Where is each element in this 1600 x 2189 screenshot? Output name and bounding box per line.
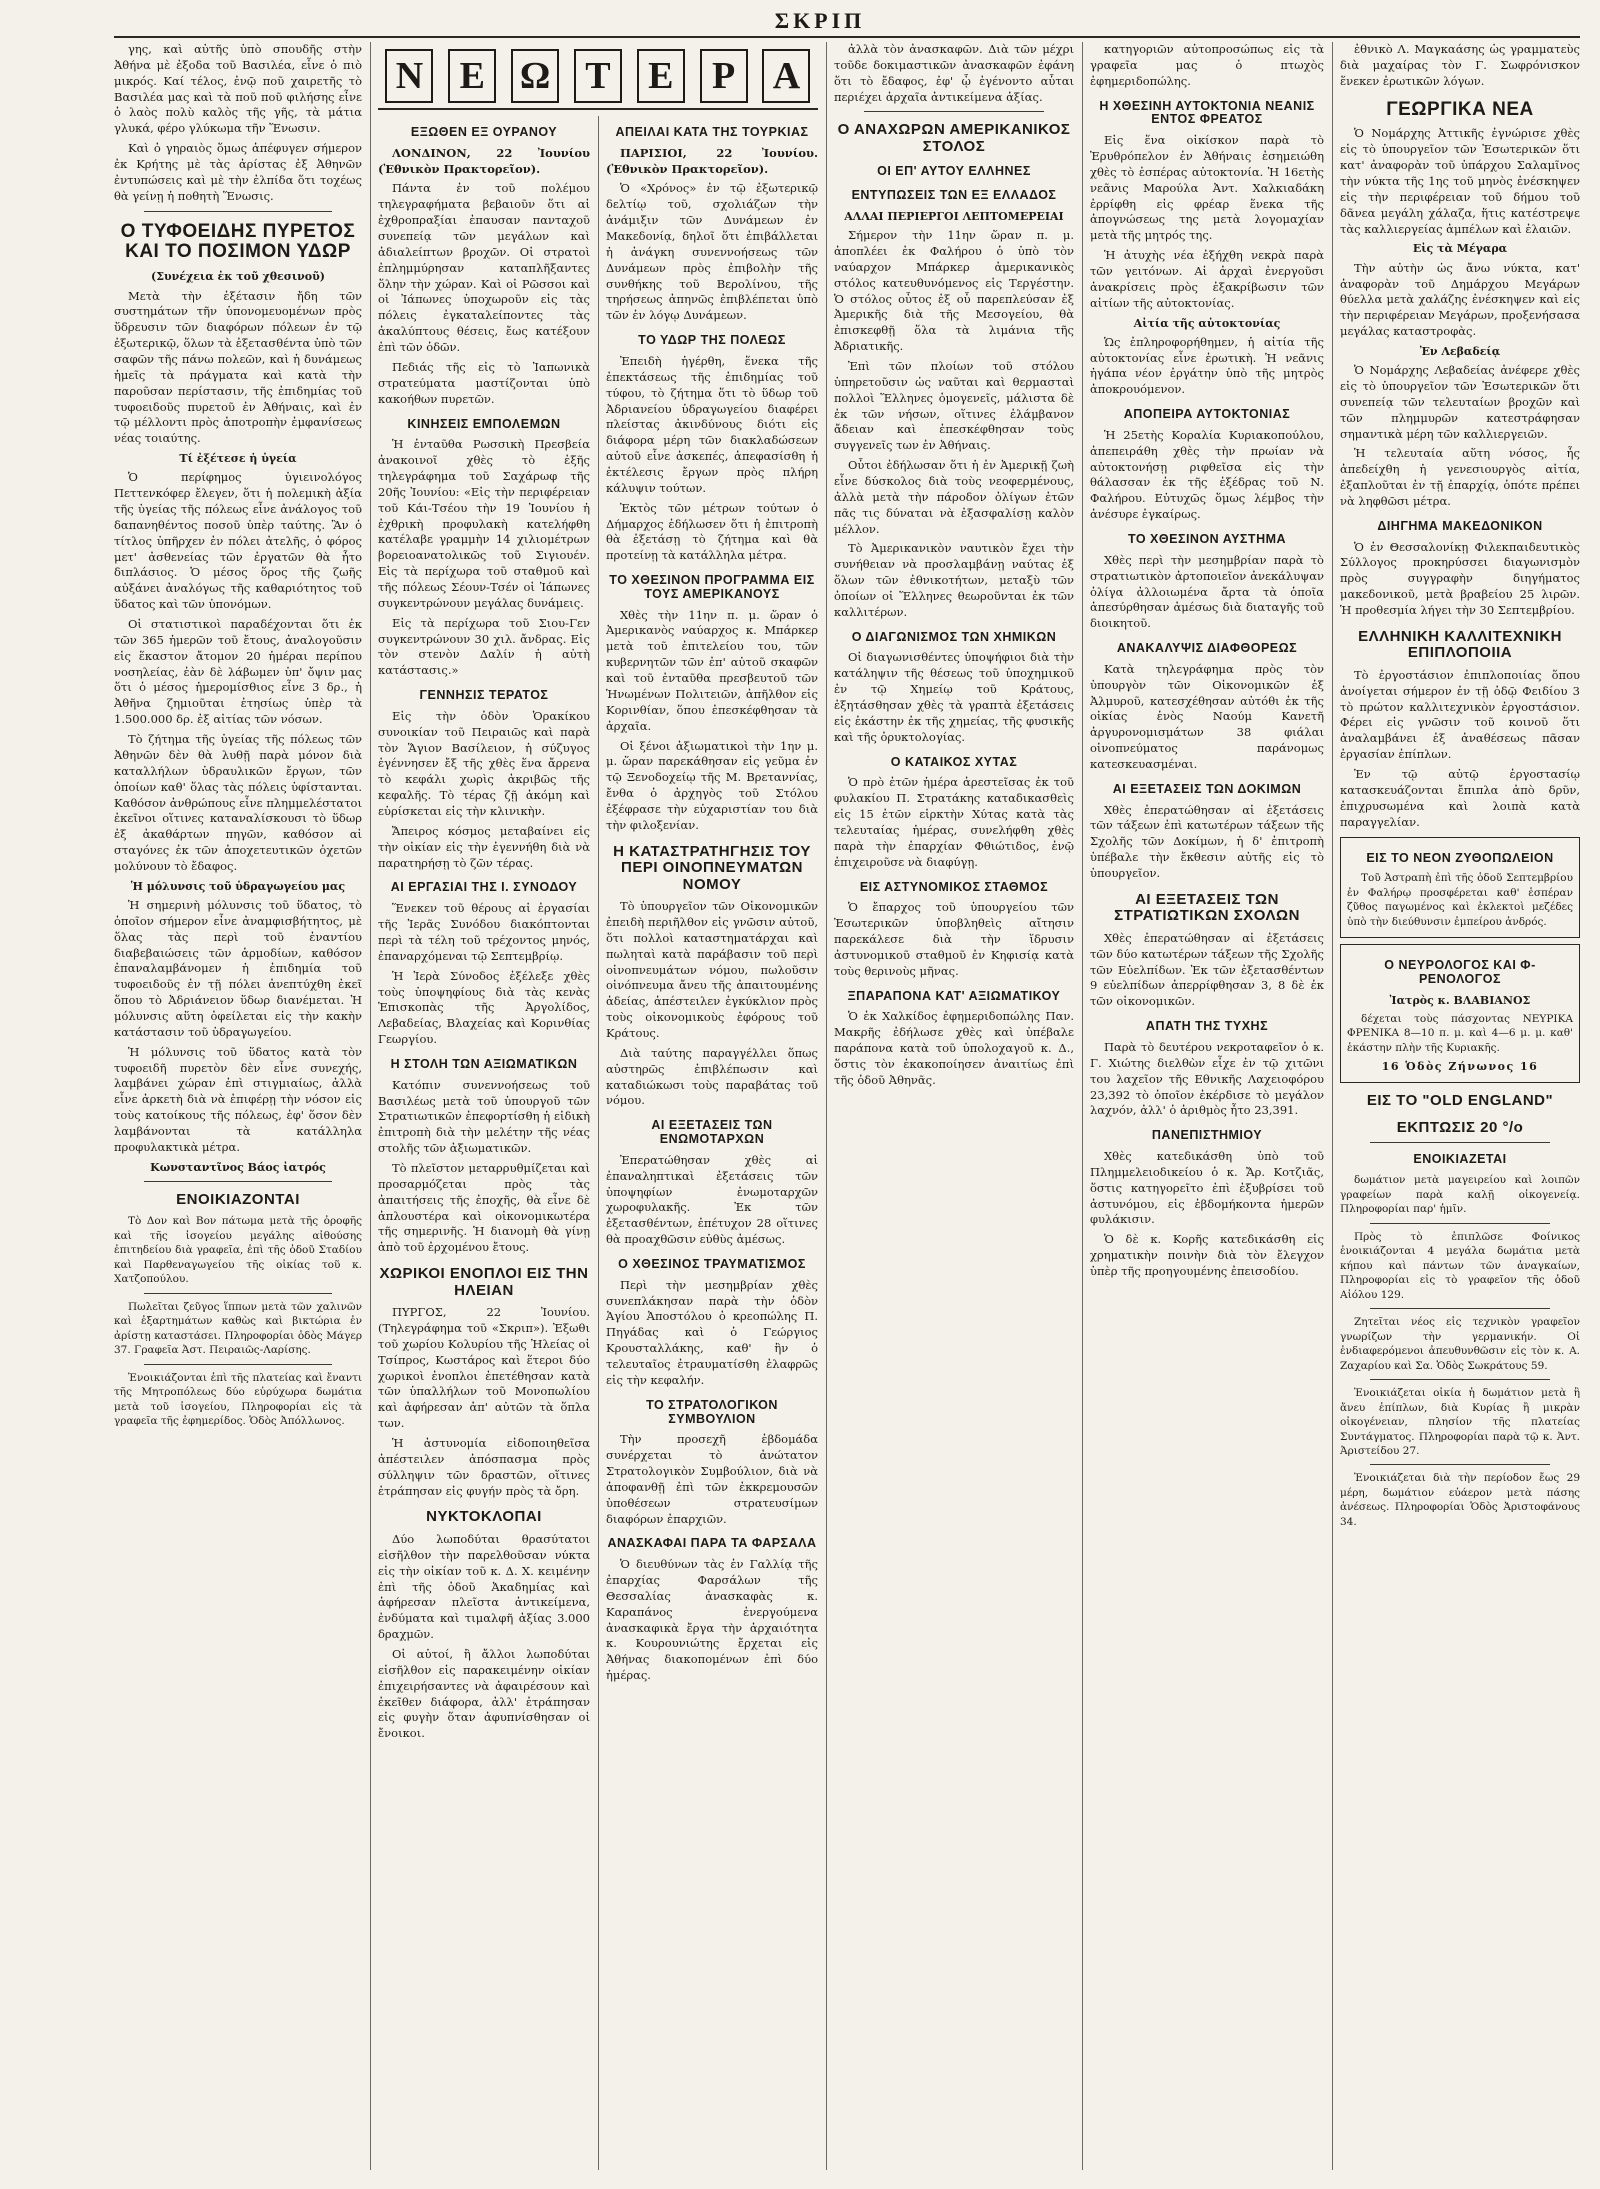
article-text: Ἐπὶ τῶν πλοίων τοῦ στόλου ὑπηρετοῦσιν ὡς ναῦται καὶ θερμασταὶ πολλοὶ Ἕλληνες ὁμογενεῖς, μάλιστα δὲ ἐκ τῶν νήσων, οἵτινες ἐλάμβανον ἄδειαν καὶ ἐπεσκέφθησαν τοὺς συγγενεῖς των ἐν Ἀθήναις.: [834, 358, 1074, 453]
headline: ΕΝΟΙΚΙΑΖΕΤΑΙ: [1413, 1152, 1507, 1167]
divider: [1370, 1142, 1550, 1143]
headline: ΚΙΝΗΣΕΙΣ ΕΜΠΟΛΕΜΩΝ: [407, 416, 561, 431]
doctor-ad: [1340, 944, 1580, 1083]
headline: ΑΙ ΕΞΕΤΑΣΕΙΣ ΤΩΝ ΔΟΚΙΜΩΝ: [1112, 781, 1302, 796]
subhead: Ἐν Λεβαδείᾳ: [1419, 344, 1501, 358]
article-text: Ὁ Νομάρχης Ἀττικῆς ἐγνώρισε χθὲς εἰς τὸ ὑπουργεῖον τῶν Ἐσωτερικῶν ὅτι κατ' ἀναφορὰν τοῦ ὑπάρχου Σαλαμῖνος τὴν νύκτα τῆς 1ης τοῦ μηνὸς ἐνέσκηψεν εἰς τὴν περιφέρειαν τοῦ δήμου τοῦ δᾶνεα μεγάλη χάλαζα, ἥτις κατέστρεψε τὰς καλλιεργείας ἀμπέλων καὶ ἐλαιῶν.: [1340, 126, 1580, 236]
article-text: γης, καὶ αὐτῆς ὑπὸ σπουδῆς στὴν Ἀθήνα μὲ ἐξοδα τοῦ Βασιλέα, εἶνε ὁ πιὸ μικρός. Καί τέλος, ἐνῷ ποῦ χαιρετῆς τὸ Βασιλέα μας καὶ τὰ ποῦ ποῦ φιλήσης εἶνε ὁ λαὸς πολὺ καλὸς τῆς γῆς, τὰ μάτια γλυκά, φέρο γλύκωμα τῆν Ἕνωσιν.: [114, 42, 362, 136]
article-text: Ὁ περίφημος ὑγιεινολόγος Πεττενκόφερ ἔλεγεν, ὅτι ἡ πολεμικὴ ἀξία τῆς ὑγείας τῆς πόλεως εἶνε ἀνάλογος τοῦ δαπανηθέντος ποσοῦ ὑπὲρ ταύτης. Ἂν ὁ τίτλος ὑπῆρχεν ἐν πόλει ἀτελῆς, ὁ φόρος μετ' ἀσθενείας τῶν ἐργατῶν θὰ ἦτο διπλάσιος. Ὁ μέσος ὅρος τῆς ζωῆς αὐξάνει ἀναλόγως τῆς καθαριότητος τοῦ ὕδατος καὶ τῶν ὑπονόμων.: [114, 470, 362, 612]
article-text: Ὁ ἐν Θεσσαλονίκῃ Φιλεκπαιδευτικὸς Σύλλογος προκηρύσσει διαγωνισμὸν πρὸς συγγραφὴν διηγήματος μακεδονικοῦ, μετὰ βραβείου 25 λιρῶν. Ἡ προθεσμία λήγει τὴν 30 Σεπτεμβρίου.: [1340, 539, 1580, 618]
divider: [864, 111, 1044, 112]
ad-text: Τοῦ Ἀστραπὴ ἐπὶ τῆς ὁδοῦ Σεπτεμβρίου ἐν Φαλήρῳ προσφέρεται καθ' ἑσπέραν ζῦθος παγωμένος καὶ ἐκλεκτοὶ μεζέδες ὑπὸ τὴν διεύθυνσιν ἐμπείρου ἀνδρός.: [1347, 872, 1573, 928]
headline: ΧΩΡΙΚΟΙ ΕΝΟΠΛΟΙ ΕΙΣ ΤΗΝ ΗΛΕΙΑΝ: [379, 1265, 589, 1299]
article-text: Τὸ ὑπουργεῖον τῶν Οἰκονομικῶν ἐπειδὴ περιῆλθον εἰς γνῶσιν αὐτοῦ, ὅτι πολλοὶ καταστηματάρχαι καὶ πωληταὶ κατὰ παράβασιν τοῦ περὶ οἰνοπνευμάτων νόμου, πωλοῦσιν οἰνόπνευμα ἄνευ τῆς ἀπαιτουμένης ἀδείας, ἀπέστειλεν ἐγκύκλιον πρὸς τοὺς οἰκονομικοὺς ἐφόρους τοῦ Κράτους.: [606, 899, 818, 1041]
article-text: Οἱ διαγωνισθέντες ὑποψήφιοι διὰ τὴν κατάληψιν τῆς θέσεως τοῦ ὑποχημικοῦ ἐν τῷ Χημείῳ τοῦ Κράτους, ἐξητάσθησαν χθὲς τὰ γραπτὰ ἐξετάσεις εἰς ἑκάστην ἐκ τῆς χημείας, τῆς φυσικῆς καὶ τῆς ὀρυκτολογίας.: [834, 650, 1074, 744]
article-text: Ὁ διευθύνων τὰς ἐν Γαλλίᾳ τῆς ἐπαρχίας Φαρσάλων τῆς Θεσσαλίας ἀνασκαφὰς κ. Καραπάνος ἐνεργούμενα ἀνασκαφικὰ ἔργα τὴν ἀρχαιότητα κ. Κουρουνιώτης ἔρχεται εἰς Ἀθήνας διακοπομένων ἐπὶ δύο ἡμέρας.: [606, 1557, 818, 1683]
headline: ΔΙΗΓΗΜΑ ΜΑΚΕΔΟΝΙΚΟΝ: [1377, 518, 1543, 533]
masthead: [378, 48, 818, 104]
headline: ΑΝΑΣΚΑΦΑΙ ΠΑΡΑ ΤΑ ΦΑΡΣΑΛΑ: [607, 1536, 817, 1551]
subhead: ΑΛΛΑΙ ΠΕΡΙΕΡΓΟΙ ΛΕΠΤΟΜΕΡΕΙΑΙ: [844, 209, 1064, 223]
article-text: Τὴν προσεχῆ ἑβδομάδα συνέρχεται τὸ ἀνώτατον Στρατολογικὸν Συμβούλιον, διὰ νὰ ἀποφανθῇ ἐπὶ τῶν ἐκκρεμουσῶν ὑποθέσεων στρατευσίμων διαφόρων ἐπαρχιῶν.: [606, 1432, 818, 1526]
headline: ΕΛΛΗΝΙΚΗ ΚΑΛΛΙΤΕΧΝΙΚΗ ΕΠΙΠΛΟΠΟΙΙΑ: [1358, 627, 1562, 662]
column-rule: [1332, 42, 1333, 2170]
column-rule: [1082, 42, 1083, 2170]
column-1: [114, 42, 362, 2170]
headline: Ο ΝΕΥΡΟΛΟΓΟΣ ΚΑΙ Φ-ΡΕΝΟΛΟΓΟΣ: [1384, 958, 1536, 986]
masthead-letter: Α: [762, 49, 810, 103]
article-text: Ὁ Νομάρχης Λεβαδείας ἀνέφερε χθὲς εἰς τὸ ὑπουργεῖον τῶν Ἐσωτερικῶν ὅτι συνεπείᾳ τῶν τελευταίων βροχῶν καὶ τῶν πλημμυρῶν κατεστράφησαν σημαντικὰ μέρη τῶν καλλιεργειῶν.: [1340, 363, 1580, 441]
ad-text: Ἐνοικιάζονται ἐπὶ τῆς πλατείας καὶ ἔναντι τῆς Μητροπόλεως δύο εὐρύχωρα δωμάτια μετὰ τοῦ ἰσογείου, Πληροφορίαι εἰς τὰ γραφεῖα τῆς ἐφημερίδος. Ὁδὸς Ἀπόλλωνος.: [114, 1371, 362, 1428]
article-text: Τὸ πλεῖστον μεταρρυθμίζεται καὶ προσαρμόζεται πρὸς τὰς ἀπαιτήσεις τῆς ἐποχῆς, θὰ εἶνε δὲ ἁπλουστέρα καὶ οἰκονομικωτέρα τῆς σημερινῆς. Ἡ διανομὴ θὰ γίνῃ ἀπὸ τοῦ ἐρχομένου ἔτους.: [378, 1161, 590, 1255]
column-rule: [598, 116, 599, 2170]
divider: [144, 1364, 332, 1365]
article-text: ΠΥΡΓΟΣ, 22 Ἰουνίου. (Τηλεγράφημα τοῦ «Σκριπ»). Ἐξωθι τοῦ χωρίου Κολυρίου τῆς Ἠλείας οἱ Τσίπρος, Κωστάρος καὶ ἕτεροι δύο χωρικοὶ ἐνοπλοι ἐπετέθησαν κατὰ τῶν ὑπαλλήλων τοῦ Μονοπωλίου καὶ ἀφήρεσαν ἀπ' αὐτῶν τὰ ὅπλα των.: [378, 1305, 590, 1431]
masthead-letter: Ν: [385, 49, 433, 103]
headline: ΑΠΑΤΗ ΤΗΣ ΤΥΧΗΣ: [1145, 1019, 1269, 1034]
headline: ΤΟ ΧΘΕΣΙΝΟΝ ΑΥΣΤΗΜΑ: [1127, 532, 1287, 547]
article-text: Χθὲς κατεδικάσθη ὑπὸ τοῦ Πλημμελειοδικείου ὁ κ. Ἄρ. Κοτζιᾶς, ὅστις κατηγορεῖτο ἐπὶ ἐξυβρίσει τοῦ ἀστυνόμου, εἰς ἑβδομήκοντα ἡμερῶν φυλάκισιν.: [1090, 1149, 1324, 1227]
article-text: κατηγοριῶν αὐτοπροσώπως εἰς τὰ γραφεῖα μας ὁ πτωχὸς ἐφημεριδοπώλης.: [1090, 42, 1324, 88]
ad-text: Πωλεῖται ζεῦγος ἵππων μετὰ τῶν χαλινῶν καὶ ἐξαρτημάτων καθὼς καὶ βικτώρια ἐν ἀρίστῃ καταστάσει. Πληροφορίαι ὁδὸς Μάγερ 37. Γραφεῖα Ἀστ. Πειραιῶς-Λαρίσης.: [114, 1300, 362, 1357]
headline: ΟΙ ΕΠ' ΑΥΤΟΥ ΕΛΛΗΝΕΣ: [877, 164, 1031, 179]
headline: Η ΣΤΟΛΗ ΤΩΝ ΑΞΙΩΜΑΤΙΚΩΝ: [390, 1056, 578, 1071]
article-text: Περὶ τὴν μεσημβρίαν χθὲς συνεπλάκησαν παρὰ τὴν ὁδὸν Ἁγίου Ἀποστόλου ὁ κρεοπώλης Π. Πηγάδας καὶ ὁ Γεώργιος Κρουσταλλάκης, καθ' ἣν ὁ τελευταῖος ἐτραυματίσθη ἐλαφρῶς εἰς τὴν κεφαλήν.: [606, 1277, 818, 1387]
divider: [144, 211, 332, 212]
article-text: Κατόπιν συνεννοήσεως τοῦ Βασιλέως μετὰ τοῦ ὑπουργοῦ τῶν Στρατιωτικῶν ἐπεφορτίσθη ἡ εἰδικὴ ἐπιτροπὴ διὰ τὴν μελέτην τῆς νέας στολῆς τῶν ἀξιωματικῶν.: [378, 1077, 590, 1156]
article-text: Εἰς τὴν ὁδὸν Ὁρακίκου συνοικίαν τοῦ Πειραιῶς καὶ παρὰ τὸν Ἅγιον Βασίλειον, ἡ σύζυγος ἐγέννησεν ἔξ τῆς χθὲς ἕνα ἄρρενα τὸ κεφάλι χωρὶς ἀκριβῶς τῆς κεφαλῆς. Τὸ τέρας ζῇ ἀκόμη καὶ εὑρίσκεται εἰς τὴν κλινικὴν.: [378, 708, 590, 819]
masthead-letter: Ω: [511, 49, 559, 103]
headline: Η ΚΑΤΑΣΤΡΑΤΗΓΗΣΙΣ ΤΟΥ ΠΕΡΙ ΟΙΝΟΠΝΕΥΜΑΤΩΝ ΝΟΜΟΥ: [613, 842, 811, 893]
headline: ΕΙΣ ΑΣΤΥΝΟΜΙΚΟΣ ΣΤΑΘΜΟΣ: [859, 879, 1049, 894]
divider: [144, 1293, 332, 1294]
headline: ΝΥΚΤΟΚΛΟΠΑΙ: [426, 1508, 542, 1526]
divider: [144, 1181, 332, 1182]
article-text: Ἄπειρος κόσμος μεταβαίνει εἰς τὴν οἰκίαν εἰς τὴν ἐγεννήθη διὰ νὰ παρατηρήσῃ τὸ ζῶν τέρας.: [378, 823, 590, 870]
headline: ΕΝΤΥΠΩΣΕΙΣ ΤΩΝ ΕΞ ΕΛΛΑΔΟΣ: [851, 188, 1057, 203]
headline: Ο ΧΘΕΣΙΝΟΣ ΤΡΑΥΜΑΤΙΣΜΟΣ: [618, 1256, 806, 1271]
headline: ΤΟ ΥΔΩΡ ΤΗΣ ΠΟΛΕΩΣ: [638, 333, 786, 348]
ad-text: Τὸ Δον καὶ Βον πάτωμα μετὰ τῆς ὀροφῆς καὶ τῆς ἰσογείου μεγάλης αἰθούσης ἐπιτηδείου διὰ γραφεῖα, ἐπὶ τῆς ὁδοῦ Σταδίου καὶ Παρθεναγωγείου τῆς οἰκίας τοῦ κ. Χατζοπούλου.: [114, 1215, 362, 1286]
article-text: Ἐπερατώθησαν χθὲς αἱ ἐπαναληπτικαὶ ἐξετάσεις τῶν ὑποψηφίων ἐνωμοταρχῶν χωροφυλακῆς. Ἐκ τῶν ἐξετασθέντων, ἐπέτυχον 28 οἵτινες θὰ προαχθῶσιν εὐθὺς ἀμέσως.: [606, 1152, 818, 1247]
article-text: Παρὰ τὸ δευτέρου νεκροταφεῖον ὁ κ. Γ. Χιώτης διελθὼν εἶχε ἐν τῷ χιτῶνι του λαχεῖον τῆς Εθνικῆς Λαχειοφόρου 23,392 τὸ ὁποῖον ἐκέρδισε τὸ μεγάλον λαχνόν, ἀλλ' ὁ ἀριθμὸς ἦτο 23,391.: [1090, 1039, 1324, 1118]
column-rule: [370, 42, 371, 2170]
ad-text: Ἐνοικιάζεται διὰ τὴν περίοδον ἔως 29 μέρη, δωμάτιον εὐάερον μετὰ πάσης ἀνέσεως. Πληροφορίαι Ὁδὸς Ἀριστοφάνους 34.: [1340, 1472, 1580, 1528]
article-text: Πάντα ἐν τοῦ πολέμου τηλεγραφήματα βεβαιοῦν ὅτι αἱ ἐχθροπραξίαι ἐπαυσαν πανταχοῦ συνεπείᾳ τῶν μεγάλων καὶ ἀδιαλείπτων βροχῶν. Οἱ στρατοὶ ἐπλημμύρησαν καταπλῆξαντες ὅλην τὴν χώραν. Καὶ οἱ Ρῶσσοι καὶ οἱ Ἰάπωνες ὑποχωροῦν εἰς τὰς πόλεις ἐγκαταλείποντες τὰς ἀκαλύπτους θέσεις, ἔως κατέξουν ἐπὶ τῶν ὁδῶν.: [378, 181, 590, 355]
article-text: Ἐκτὸς τῶν μέτρων τούτων ὁ Δήμαρχος ἐδήλωσεν ὅτι ἡ ἐπιτροπὴ θὰ ἐξετάσῃ τὸ ζήτημα καὶ θὰ προτείνῃ τὰ κατάλληλα μέτρα.: [606, 500, 818, 563]
article-text: Ὁ «Χρόνος» ἐν τῷ ἐξωτερικῷ δελτίῳ τοῦ, σχολιάζων τὴν ἀνάμιξιν τῶν Δυνάμεων ἐν Μακεδονίᾳ, δηλοῖ ὅτι ἐπιβάλλεται ἡ ἀνάγκη συνεννοήσεως τῶν Δυνάμεων πρὸς ἐπιβολὴν τῆς συνθήκης τοῦ Βερολίνου, τῆς τηρήσεως ἀπηνῶς ἐπιβλέπεται ὑπὸ τῶν ἐν λόγῳ Δυνάμεων.: [606, 181, 818, 323]
article-text: Τὴν αὐτὴν ὡς ἄνω νύκτα, κατ' ἀναφορὰν τοῦ Δημάρχου Μεγάρων θύελλα μετὰ χαλάζης ἐνέσκηψεν καὶ εἰς τὴν περιφέρειαν Μεγάρων, προξενήσασα μεγάλας καταστροφὰς.: [1340, 260, 1580, 339]
headline: ΑΝΑΚΑΛΥΨΙΣ ΔΙΑΦΘΟΡΕΩΣ: [1116, 641, 1298, 656]
article-text: Χθὲς τὴν 11ην π. μ. ὥραν ὁ Ἀμερικανὸς ναύαρχος κ. Μπάρκερ μετὰ τοῦ ἐπιτελείου του, τῶν κυβερνητῶν τῶν ἐπ' αὐτοῦ σκαφῶν καὶ τοῦ ἐνταῦθα πρεσβευτοῦ τῶν Ἡνωμένων Πολιτειῶν, ἀπῆλθον εἰς Κορινθίαν, ὅπου ἐπεσκέφθησαν τὰ ἀρχαῖα.: [606, 607, 818, 733]
headline: ΑΙ ΕΞΕΤΑΣΕΙΣ ΤΩΝ ΕΝΩΜΟΤΑΡΧΩΝ: [651, 1118, 773, 1147]
headline: ΓΕΩΡΓΙΚΑ ΝΕΑ: [1386, 98, 1534, 120]
divider: [1370, 1464, 1550, 1465]
doctor-name: Ἰατρὸς κ. ΒΛΑΒΙΑΝΟΣ: [1389, 993, 1531, 1007]
article-text: ἀλλὰ τὸν ἀνασκαφῶν. Διὰ τῶν μέχρι τοῦδε δοκιμαστικῶν ἀνασκαφῶν ἐφάνη ὅτι τὸ ἔδαφος, ἐφ' ᾧ ἐγένοντο αὗται περιέχει ἀρχαῖα ἀντικείμενα ἀξίας.: [834, 42, 1074, 104]
ad-text: δωμάτιον μετὰ μαγειρείου καὶ λοιπῶν γραφείων παρὰ καλῇ οἰκογενείᾳ. Πληροφορίαι παρ' ἡμῖν.: [1340, 1174, 1580, 1216]
headline: ΓΕΝΝΗΣΙΣ ΤΕΡΑΤΟΣ: [419, 688, 549, 703]
headline: ΑΙ ΕΞΕΤΑΣΕΙΣ ΤΩΝ ΣΤΡΑΤΙΩΤΙΚΩΝ ΣΧΟΛΩΝ: [1114, 890, 1300, 925]
article-text: Ἐν τῷ αὐτῷ ἐργοστασίῳ κατασκευάζονται ἔπιπλα ἀπὸ δρῦν, ἐπιχρυσωμένα καὶ λοιπὰ κατὰ παραγγελίαν.: [1340, 767, 1580, 829]
article-text: Εἰς ἕνα οἰκίσκον παρὰ τὸ Ἐρυθρόπελον ἐν Ἀθήναις ἐσημειώθη χθὲς τὸ ἑσπέρας αὐτοκτονία. Ἡ 16ετὴς νεᾶνις Μαρούλα Ἀντ. Χαλκιαδάκη ἐρρίφθη εἰς φρέαρ ἕνεκα τῆς ἀπογνώσεως της μετὰ λογομαχίαν μετὰ τῆς μητρός της.: [1090, 133, 1324, 243]
article-text: Μετὰ τὴν ἐξέτασιν ἤδη τῶν συστημάτων τῆν ὑπονομευομένων πρὸς ὕδρευσιν τῶν διαφόρων πόλεων ἐν τῷ ἐξωτερικῷ, ὅλων τὰ ἐξετασθέντα ὑπὸ τῶν σαφῶν τῆς πάνω πολεῶν, καὶ ἡ δυνάμεως ἡμεῖς τὰ πράγματα καὶ κατὰ τὴν παροῦσαν περίστασιν, τῆς ἐπιδημίας τοῦ τυφοειδοῦς πυρετοῦ ἐν Ἀθήναις, καὶ ἐν τῷ μέλλοντι πρὸς ἀποτροπὴν ἐμφανίσεως νέας τοιαύτης.: [114, 288, 362, 446]
column-4: [834, 42, 1074, 2170]
article-text: Εἰς τὰ περίχωρα τοῦ Σιου-Γεν συγκεντρώνουν 30 χιλ. ἄνδρας. Εἰς τὸν στενὸν Δαλίν ἡ αὐτὴ κατάστασις.»: [378, 615, 590, 678]
doctor-address: 16 Ὁδὸς Ζήνωνος 16: [1381, 1060, 1539, 1074]
article-text: Δύο λωποδύται θρασύτατοι εἰσῆλθον τὴν παρελθοῦσαν νύκτα εἰς τὴν οἰκίαν τοῦ κ. Δ. Χ. κειμένην ἐπὶ τῆς ὁδοῦ Ἀκαδημίας καὶ ἀφήρεσαν πλεῖστα ἀντικείμενα, ἐνδύματα καὶ τιμαλφῆ ἀξίας 3.000 δραχμῶν.: [378, 1531, 590, 1642]
headline: Ο ΔΙΑΓΩΝΙΣΜΟΣ ΤΩΝ ΧΗΜΙΚΩΝ: [851, 629, 1057, 644]
ad-text: Ζητεῖται νέος εἰς τεχνικὸν γραφεῖον γνωρίζων τὴν γερμανικήν. Οἱ ἐνδιαφερόμενοι ἀπευθυνθῶσιν εἰς τὸν κ. Α. Ζαχαρίου καὶ Σα. Ὁδὸς Σωκράτους 59.: [1340, 1316, 1580, 1372]
article-text: Ὁ πρὸ ἐτῶν ἡμέρα ἀρεστεῖσας ἐκ τοῦ φυλακίου Π. Στρατάκης καταδικασθεὶς εἰς 15 ἐτῶν εἱρκτὴν Χύτας κατὰ τὰς τελευταίας ἡμέρας, συνελήφθη χθὲς παρὰ τὴν ἐπαρχίαν Φθιώτιδος, ἐνῷ ἐπιχειροῦσε νὰ διαφύγῃ.: [834, 775, 1074, 869]
article-text: Ἡ σημερινὴ μόλυνσις τοῦ ὕδατος, τὸ ὁποῖον σήμερον εἶνε ἀναμφισβήτητος, μὲ ὅλας τὰς περὶ τοῦ ἐναντίου διαβεβαιώσεις τῶν ἁρμοδίων, καθόσον ἐπαναλαμβάνομεν ἡ ἐπιδημία τοῦ τυφοειδοῦς ἐν τῇ πόλει ἀνεπτύχθη ἐκεῖ ὅπου τὸ Ἀδριάνειον ὕδωρ διανέμεται. Ἡ μόλυνσις αὕτη ὀφείλεται εἰς τὴν κακὴν κατάστασιν τοῦ ὑδραγωγείου.: [114, 897, 362, 1039]
column-3: [606, 116, 818, 2170]
headline: ΤΟ ΣΤΡΑΤΟΛΟΓΙΚΟΝ ΣΥΜΒΟΥΛΙΟΝ: [646, 1397, 778, 1426]
subhead: Εἰς τὰ Μέγαρα: [1412, 242, 1508, 256]
divider: [1370, 1379, 1550, 1380]
divider: [1370, 1223, 1550, 1224]
masthead-rule: [378, 108, 818, 110]
divider: [1370, 1308, 1550, 1309]
article-text: Ἡ Ἱερὰ Σύνοδος ἐξέλεξε χθὲς τοὺς ὑποψηφίους διὰ τὰς κενὰς Ἐπισκοπὰς τῆς Ἀργολίδος, Λεβαδείας, Βλαχείας καὶ Κορινθίας Γεωργίου.: [378, 968, 590, 1047]
article-text: Οἱ στατιστικοὶ παραδέχονται ὅτι ἐκ τῶν 365 ἡμερῶν τοῦ ἔτους, ἀναλογοῦσιν εἰς ἕκαστον ἄτομον 20 ἡμέραι περίπου νοσηλείας, ἐὰν δὲ λάβωμεν ὑπ' ὄψιν μας ὅτι ὁ μέσος ἡμερομίσθιος εἶνε 3 δρ., ἡ Ἀθῆνα ζημιοῦται ἐτησίως ὑπὲρ τὰ 1.500.000 δρ. ἐξ αἰτίας τῶν νόσων.: [114, 617, 362, 727]
masthead-letter: Τ: [574, 49, 622, 103]
dateline: ΠΑΡΙΣΙΟΙ, 22 Ἰουνίου. (Ἐθνικὸν Πρακτορεῖον).: [606, 145, 818, 176]
subhead: Τί ἐξέτεσε ἡ ὑγεία: [179, 452, 297, 466]
article-text: Τὸ ἐργοστάσιον ἐπιπλοποιίας ὅπου ἀνοίγεται σήμερον ἐν τῇ ὁδῷ Φειδίου 3 τὸ πρώτον καλλιτεχνικὸν ἐργοστάσιον. Φέρει εἰς γνῶσιν τοῦ κοινοῦ ὅτι ἀναλαμβάνει ἐξ ἀναθέσεως πᾶσαν ἐργασίαν ἐπίπλων.: [1340, 667, 1580, 762]
ad-box: [1340, 837, 1580, 939]
article-text: Χθὲς ἐπερατώθησαν αἱ ἐξετάσεις τῶν δύο κατωτέρων τάξεων τῆς Σχολῆς τῶν Εὐελπίδων. Ἐκ τῶν ἐξετασθέντων 9 εὐελπίδων ἀπερρίφθησαν 3, 8 δὲ ἐκ τῶν οἰκονομικῶν.: [1090, 930, 1324, 1009]
masthead-letter: Ε: [637, 49, 685, 103]
article-text: Καὶ ὁ γηραιὸς ὅμως ἀπέφυγεν σήμερον ἐκ Κρήτης μὲ τὰς ἀρίστας ἐξ Ἀθηνῶν ἐντυπώσεις καὶ μὲ τὴν ἐλπίδα ὅτι τοχέως θὰ γείνῃ ἡ ποθητὴ Ἕνωσις.: [114, 141, 362, 203]
article-text: Ἡ τελευταία αὕτη νόσος, ἧς ἀπεδείχθη ἡ γενεσιουργὸς αἰτία, ἐξαπλοῦται ἐν τῇ ἐπαρχίᾳ, ὁπότε πρέπει νὰ ληφθῶσι μέτρα.: [1340, 446, 1580, 508]
article-text: Οὗτοι ἐδήλωσαν ὅτι ἡ ἐν Ἀμερικῇ ζωὴ εἶνε δύσκολος διὰ τοὺς νεοφερμένους, ἀλλὰ μετὰ τὴν πάροδον ὀλίγων ἐτῶν πᾶς τις δύναται νὰ ἐξασφαλίσῃ καλὸν μέλλον.: [834, 458, 1074, 536]
article-text: Πεδιάς τῆς εἰς τὸ Ἰαπωνικὰ στρατεύματα μαστίζονται ὑπὸ κακοήθων πυρετῶν.: [378, 359, 590, 406]
article-text: Χθὲς ἐπερατώθησαν αἱ ἐξετάσεις τῶν τάξεων ἐπὶ κατωτέρων τάξεων τῆς Σχολῆς τῶν Δοκίμων, ἡ δ' ἐπιτροπὴ ὑπέβαλε τὴν ἔκθεσιν αὐτῆς εἰς τὸ ὑπουργεῖον.: [1090, 802, 1324, 881]
article-text: Οἱ ξένοι ἀξιωματικοὶ τὴν 1ην μ. μ. ὥραν παρεκάθησαν εἰς γεῦμα ἐν τῷ Ξενοδοχείῳ τῆς Μ. Βρεταννίας, ἔνθα ὁ ἀρχηγὸς τοῦ Στόλου ἐξέφρασε τὴν εὐχαριστίαν του διὰ τὴν φιλοξενίαν.: [606, 738, 818, 832]
article-text: Ἡ ἀτυχὴς νέα ἐξήχθη νεκρὰ παρὰ τῶν γειτόνων. Αἱ ἀρχαὶ ἐνεργοῦσι ἀνακρίσεις πρὸς ἐξακρίβωσιν τῶν αἰτίων τῆς αὐτοκτονίας.: [1090, 248, 1324, 310]
article-text: ἐθνικὸ Λ. Μαγκαάσης ὡς γραμματεὺς διὰ μαχαίρας τὸν Γ. Σωφρόνισκον ἕνεκεν ἐρωτικῶν λόγων.: [1340, 42, 1580, 88]
article-text: Ὁ δὲ κ. Κορῆς κατεδικάσθη εἰς χρηματικὴν ποινὴν διὰ τὸν ἔλεγχον ὑπὲρ τῆς προηγουμένης ἐπεισοδίου.: [1090, 1232, 1324, 1279]
masthead-letter: Ε: [448, 49, 496, 103]
headline: ΕΙΣ ΤΟ ΝΕΟΝ ΖΥΘΟΠΩΛΕΙΟΝ: [1366, 850, 1554, 865]
subhead: Ἡ μόλυνσις τοῦ ὑδραγωγείου μας: [130, 879, 346, 893]
article-text: Τὸ ζήτημα τῆς ὑγείας τῆς πόλεως τῶν Ἀθηνῶν δὲν θὰ λυθῇ παρὰ μόνον διὰ καταλλήλων ὑδραυλικῶν ἔργων, τῶν ὁποίων καθ' ὅλας τὰς πόλεις ὑφίστανται. Καθόσον ἀνθρώπους εἶνε πλημμελέστατοι ἐκεῖνοι οἵτινες καταναλίσκουσι τὸ ὕδωρ ἐξ ἀκαθάρτων πηγῶν, καθόσον αἱ σταγόνες ἐκ τῶν ἀποχετευτικῶν ὀχετῶν μολύνουν τὸ ἔδαφος.: [114, 732, 362, 873]
article-text: Ἐπειδὴ ἠγέρθη, ἕνεκα τῆς ἐπεκτάσεως τῆς ἐπιδημίας τοῦ τύφου, τὸ ζήτημα ὅτι τὸ ὕδωρ τοῦ Ἀδριανείου ὑδραγωγείου διαφέρει πλείστας ἀκινδύνους διότι εἰς διάφορα μέρη τῶν διακλαδώσεων αὐτοῦ εἶνε ἀσκεπές, ἀπεφασίσθη ἡ ἐκτέλεσις ἔργων πρὸς πλήρη κάλυψιν τούτων.: [606, 353, 818, 495]
headline: ΠΑΝΕΠΙΣΤΗΜΙΟΥ: [1151, 1128, 1263, 1143]
headline: ΕΙΣ ΤΟ "OLD ENGLAND": [1366, 1092, 1554, 1110]
article-text: Ὡς ἐπληροφορήθημεν, ἡ αἰτία τῆς αὐτοκτονίας εἶνε ἐρωτικὴ. Ἡ νεᾶνις ἠγάπα νέον ἐργάτην ὑπὸ τῆς μητρὸς ἀποκρουόμενον.: [1090, 334, 1324, 397]
headline: ΕΝΟΙΚΙΑΖΟΝΤΑΙ: [176, 1190, 300, 1208]
article-text: Οἱ αὐτοί, ἢ ἄλλοι λωποδύται εἰσῆλθον εἰς παρακειμένην οἰκίαν ἐπιχειρήσαντες νὰ ἀφαιρέσουν καὶ ἐκεῖθεν διάφορα, ἀλλ' ἐτράπησαν εἰς φυγὴν ὅταν ἀφυπνίσθησαν οἱ ἔνοικοι.: [378, 1647, 590, 1741]
article-text: Σήμερον τὴν 11ην ὥραν π. μ. ἀποπλέει ἐκ Φαλήρου ὁ ὑπὸ τὸν ναύαρχον Μπάρκερ ἀμερικανικὸς στόλος κατευθυνόμενος εἰς Τεργέστην. Ὁ στόλος οὗτος ἐξ οὗ παρεπλεύσαν ἐξ Ἀμερικῆς διὰ τῆς Μεσογείου, θὰ ἐπισκεφθῇ ὅλα τὰ λιμάνια τῆς Ἀδριατικῆς.: [834, 228, 1074, 354]
ad-text: δέχεται τοὺς πάσχοντας ΝΕΥΡΙΚΑ ΦΡΕΝΙΚΑ 8—10 π. μ. καὶ 4—6 μ. μ. καθ' ἑκάστην πλὴν τῆς Κυριακῆς.: [1347, 1012, 1573, 1054]
article-text: Ἡ ἐνταῦθα Ρωσσικὴ Πρεσβεία ἀνακοινοῖ χθὲς τὸ ἑξῆς τηλεγράφημα τοῦ Σαχάρωφ τῆς 20ῆς Ἰουνίου: «Εἰς τὴν περιφέρειαν τοῦ Κάι-Τσέου τὴν 19 Ἰουνίου ἡ ἐχθρικὴ προφυλακὴ κατελήφθη κατέλαβε γραμμὴν 14 χιλιομέτρων βορειοανατολικῶς τοῦ Σιγιουέν. Εἰς τὰ περίχωρα τοῦ σταθμοῦ καὶ τῆς πόλεως Σέουν-Τσέν οἱ Ἰάπωνες συγκεντρώνουν μεγάλας δυνάμεις.: [378, 437, 590, 610]
headline: ΑΠΕΙΛΑΙ ΚΑΤΑ ΤΗΣ ΤΟΥΡΚΙΑΣ: [615, 125, 809, 139]
article-text: Ἕνεκεν τοῦ θέρους αἱ ἐργασίαι τῆς Ἱερᾶς Συνόδου διακόπτονται περὶ τὰ τέλη τοῦ τρέχοντος μηνός, ἐπαναρχόμεναι τῷ Σεπτεμβρίῳ.: [378, 901, 590, 963]
headline: ΑΠΟΠΕΙΡΑ ΑΥΤΟΚΤΟΝΙΑΣ: [1123, 407, 1291, 422]
headline: ΕΞΩΘΕΝ ΕΞ ΟΥΡΑΝΟΥ: [410, 125, 558, 139]
column-6: [1340, 42, 1580, 2170]
dateline: ΛΟΝΔΙΝΟΝ, 22 Ἰουνίου (Ἐθνικὸν Πρακτορεῖον).: [378, 145, 590, 176]
article-text: Ὁ ἔπαρχος τοῦ ὑπουργείου τῶν Ἐσωτερικῶν ὑποβληθεὶς αἴτησιν παρεκάλεσε διὰ τὴν ἵδρυσιν ἀστυνομικοῦ σταθμοῦ ἐν Κηφισίᾳ κατὰ τοὺς θερινοὺς μῆνας.: [834, 900, 1074, 978]
article-text: Τὸ Ἀμερικανικὸν ναυτικὸν ἔχει τὴν συνήθειαν νὰ προσλαμβάνῃ ναύτας ἐξ ὅλων τῶν ἐθνικοτήτων, μεταξὺ τῶν ὁποίων οἱ Ἕλληνες θεωροῦνται ἐκ τῶν καλλιτέρων.: [834, 541, 1074, 619]
headline: Η ΧΘΕΣΙΝΗ ΑΥΤΟΚΤΟΝΙΑ ΝΕΑΝΙΣ ΕΝΤΟΣ ΦΡΕΑΤΟΣ: [1099, 98, 1315, 127]
headline: ΤΟ ΧΘΕΣΙΝΟΝ ΠΡΟΓΡΑΜΜΑ ΕΙΣ ΤΟΥΣ ΑΜΕΡΙΚΑΝΟΥΣ: [609, 573, 815, 601]
masthead-letter: Ρ: [700, 49, 748, 103]
headline: ΞΠΑΡΑΠΟΝΑ ΚΑΤ' ΑΞΙΩΜΑΤΙΚΟΥ: [847, 988, 1061, 1003]
headline: ΑΙ ΕΡΓΑΣΙΑΙ ΤΗΣ Ι. ΣΥΝΟΔΟΥ: [390, 880, 578, 895]
article-text: Ἡ μόλυνσις τοῦ ὕδατος κατὰ τὸν τυφοειδῆ πυρετὸν δὲν εἶνε συνεχής, λαμβάνει χώραν ἐπὶ στιγμιαίως, ἀλλὰ εἶνε ἀρκετὴ διὰ νὰ ἐπιφέρῃ τὴν νόσον εἰς τοὺς κατοίκους τῆς πόλεως, ἐφ' ὅσον δὲν λαμβάνονται τὰ κατάλληλα προφυλακτικὰ μέτρα.: [114, 1044, 362, 1154]
column-2: [378, 116, 590, 2170]
article-text: Κατὰ τηλεγράφημα πρὸς τὸν ὑπουργὸν τῶν Οἰκονομικῶν ἐξ Ἀλμυροῦ, κατεσχέθησαν αὐτόθι ἐκ τῆς οἰκίας ἑνὸς Ναούμ Κανετῆ ἀργυρονομισμάτων 38 φιάλαι οἰνοπνεύματος παράνομως κατεσκευασμέναι.: [1090, 661, 1324, 771]
headline: Ο ΤΥΦΟΕΙΔΗΣ ΠΥΡΕΤΟΣ ΚΑΙ ΤΟ ΠΟΣΙΜΟΝ ΥΔΩΡ: [120, 220, 356, 263]
page-number: ΣΚΡΙΠ: [774, 8, 866, 33]
headline: Ο ΚΑΤΑΙΚΟΣ ΧΥΤΑΣ: [890, 754, 1018, 769]
headline: Ο ΑΝΑΧΩΡΩΝ ΑΜΕΡΙΚΑΝΙΚΟΣ ΣΤΟΛΟΣ: [837, 121, 1071, 155]
article-text: Χθὲς περὶ τὴν μεσημβρίαν παρὰ τὸ στρατιωτικὸν ἀρτοποιεῖον ἀνεκάλυψαν ὀλίγα ἀλλοιωμένα ἄρτα τὰ ὁποῖα ἀπεσύρθησαν ἀμέσως διὰ διαταγῆς τοῦ διοικητοῦ.: [1090, 552, 1324, 631]
column-5: [1090, 42, 1324, 2170]
article-text: Διὰ ταύτης παραγγέλλει ὅπως αὐστηρῶς ἐπιβλέπωσιν καὶ καταδιώκωσι τοὺς παραβάτας τοῦ νόμου.: [606, 1045, 818, 1108]
subhead: (Συνέχεια ἐκ τοῦ χθεσινοῦ): [151, 270, 325, 284]
article-text: Ὁ ἐκ Χαλκίδος ἐφημεριδοπώλης Παν. Μακρῆς ἐδήλωσε χθὲς καὶ ὑπέβαλε παράπονα κατὰ τοῦ ὑπολοχαγοῦ κ. Δ., ὅστις τὸν ἐκακοποίησεν ἀναιτίως ἐπὶ τῆς ὁδοῦ Ἀθηνᾶς.: [834, 1009, 1074, 1087]
ad-text: Ἐνοικιάζεται οἰκία ἡ δωμάτιον μετὰ ἢ ἄνευ ἐπίπλων, διὰ Κυρίας ἢ μικρὰν οἰκογένειαν, πλησίον τῆς πλατείας Συντάγματος. Πληροφορίαι παρὰ τῷ κ. Ἀντ. Ἀριστείδου 27.: [1340, 1387, 1580, 1457]
ad-text: Πρὸς τὸ ἐπιπλῶσε Φοίνικος ἐνοικιάζονται 4 μεγάλα δωμάτια μετὰ κήπου καὶ πάντων τῶν ἀναγκαίων, Πληροφορίαι εἰς τὸ γραφεῖον τῆς ὁδοῦ Αἰόλου 129.: [1340, 1230, 1580, 1301]
top-rule: [114, 36, 1580, 38]
signature: Κωνσταντῖνος Βάος ἰατρός: [150, 1160, 326, 1174]
article-text: Ἡ 25ετὴς Κοραλία Κυριακοπούλου, ἀπεπειράθη χθὲς τὴν πρωίαν νὰ αὐτοκτονήσῃ ριφθεῖσα εἰς τὴν θάλασσαν ἐκ τῆς ἐξέδρας τοῦ Ν. Φαλήρου. Εὐτυχῶς ὅμως λέμβος τὴν ἀνέσυρε ἐγκαίρως.: [1090, 427, 1324, 522]
subhead: Αἰτία τῆς αὐτοκτονίας: [1133, 316, 1281, 330]
headline: ΕΚΠΤΩΣΙΣ 20 °/ο: [1396, 1118, 1524, 1136]
article-text: Ἡ ἀστυνομία εἰδοποιηθεῖσα ἀπέστειλεν ἀπόσπασμα πρὸς σύλληψιν τῶν δραστῶν, οἵτινες ἐτράπησαν εἰς φυγήν πρὸς τὰ ὄρη.: [378, 1436, 590, 1498]
column-rule: [826, 42, 827, 2170]
